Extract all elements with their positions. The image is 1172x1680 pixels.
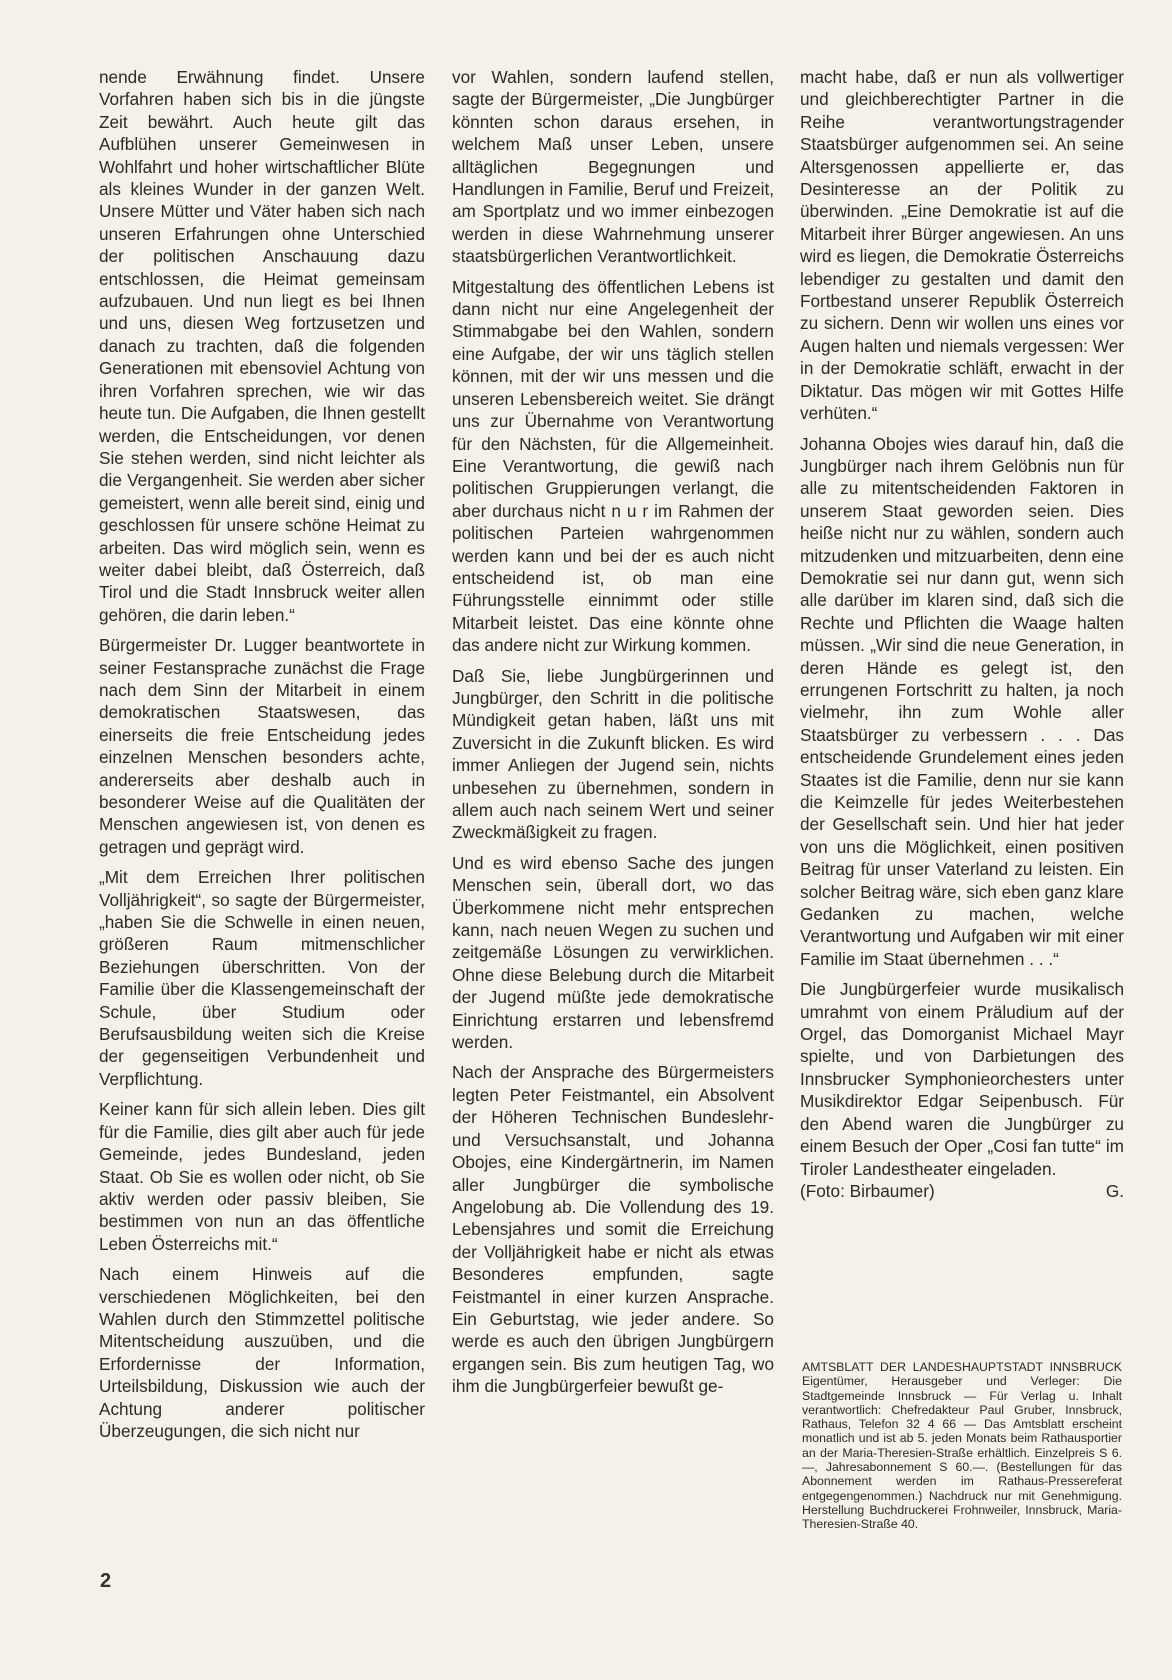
paragraph: Daß Sie, liebe Jungbürgerinnen und Jungbürger, den Schritt in die politische Mündigkeit getan haben, läßt uns mit Zuversicht in die Zukunft blicken. Es wird immer Anliegen der Jugend sein, nichts unbesehen zu übernehmen, sondern in allem auch nach seinem Wert und seiner Zweckmäßigkeit zu fragen. xyxy=(452,665,774,843)
paragraph: vor Wahlen, sondern laufend stellen, sagte der Bürgermeister, „Die Jungbürger könnten schon daraus ersehen, in welchem Maß unser Leben, unsere alltäglichen Begegnungen und Handlungen in Familie, Beruf und Freizeit, am Sportplatz und wo immer einbezogen werden in diese Wahrnehmung unserer staatsbürgerlichen Verantwortlichkeit. xyxy=(452,67,774,267)
imprint-box xyxy=(802,1360,1122,1532)
page-number: 2 xyxy=(100,1570,112,1592)
paragraph: Mitgestaltung des öffentlichen Lebens ist dann nicht nur eine Angelegenheit der Stimmabgabe bei den Wahlen, sondern eine Aufgabe, der wir uns täglich stellen können, mit der wir uns messen und die unseren Lebensbereich weitet. Sie drängt uns zur Übernahme von Verantwortung für den Nächsten, für die Allgemeinheit. Eine Verantwortung, die gewiß nach politischen Gruppierungen verlangt, die aber durchaus nicht n u r im Rahmen der politischen Parteien wahrgenommen werden kann und bei der es auch nicht entscheidend ist, ob man eine Führungsstelle einnimmt oder stille Mitarbeit leistet. Das eine könnte ohne das andere nicht zur Wirkung kommen. xyxy=(452,276,774,656)
paragraph: Nach der Ansprache des Bürgermeisters legten Peter Feistmantel, ein Absolvent der Höheren Technischen Bundeslehr- und Versuchsanstalt, und Johanna Obojes, eine Kindergärtnerin, im Namen aller Jungbürger die symbolische Angelobung ab. Die Vollendung des 19. Lebensjahres und somit die Erreichung der Volljährigkeit habe er nicht als etwas Besonderes empfunden, sagte Feistmantel in einer kurzen Ansprache. Ein Geburtstag, wie jeder andere. So werde es auch den übrigen Jungbürgern ergangen sein. Bis zum heutigen Tag, wo ihm die Jungbürgerfeier bewußt ge- xyxy=(452,1062,774,1397)
text-column-3 xyxy=(800,66,1124,1202)
author-initial: G. xyxy=(1105,1180,1124,1201)
article-signoff xyxy=(800,1180,1124,1202)
paragraph: macht habe, daß er nun als vollwertiger und gleichberechtigter Partner in die Reihe verantwortungstragender Staatsbürger aufgenommen sei. An seine Altersgenossen appellierte er, das Desinteresse an der Politik zu überwinden. „Eine Demokratie ist auf die Mitarbeit ihrer Bürger angewiesen. An uns wird es liegen, die Demokratie Österreichs lebendiger zu gestalten und damit den Fortbestand unserer Republik Österreich zu sichern. Denn wir wollen uns eines vor Augen halten und niemals vergessen: Wer in der Demokratie schläft, erwacht in der Diktatur. Das mögen wir mit Gottes Hilfe verhüten.“ xyxy=(800,67,1124,424)
imprint: AMTSBLATT DER LANDESHAUPTSTADT INNSBRUCK Eigentümer, Herausgeber und Verleger: Die Stadtgemeinde Innsbruck — Für Verlag u. Inhalt verantwortlich: Chefredakteur Paul Gruber, Innsbruck, Rathaus, Telefon 32 4 66 — Das Amtsblatt erscheint monatlich und ist ab 5. jeden Monats beim Rathausportier an der Maria-Theresien-Straße erhältlich. Einzelpreis S 6.—, Jahresabonnement S 60.—. (Bestellungen für das Abonnement werden im Rathaus-Pressereferat entgegengenommen.) Nachdruck nur mit Genehmigung. Herstellung Buchdruckerei Frohnweiler, Innsbruck, Maria-Theresien-Straße 40. xyxy=(802,1360,1122,1532)
paragraph: nende Erwähnung findet. Unsere Vorfahren haben sich bis in die jüngste Zeit bewährt. Auch heute gilt das Aufblühen unserer Gemeinwesen in Wohlfahrt und hoher wirtschaftlicher Blüte als kleines Wunder in der ganzen Welt. Unsere Mütter und Väter haben sich nach unseren Erfahrungen ohne Unterschied der politischen Anschauung dazu entschlossen, die Heimat gemeinsam aufzubauen. Und nun liegt es bei Ihnen und uns, diesen Weg fortzusetzen und danach zu trachten, daß die folgenden Generationen mit ebensoviel Achtung von ihren Vorfahren sprechen, wie wir das heute tun. Die Aufgaben, die Ihnen gestellt werden, die Entscheidungen, vor denen Sie stehen werden, sind nicht leichter als die Vergangenheit. Sie werden aber sicher gemeistert, wenn alle bereit sind, einig und geschlossen für unsere schöne Heimat zu arbeiten. Das wird möglich sein, wenn es weiter dabei bleibt, daß Österreich, daß Tirol und die Stadt Innsbruck weiter allen gehören, die darin leben.“ xyxy=(99,67,425,625)
paragraph: Nach einem Hinweis auf die verschiedenen Möglichkeiten, bei den Wahlen durch den Stimmzettel politische Mitentscheidung auszuüben, und die Erfordernisse der Information, Urteilsbildung, Diskussion wie auch der Achtung anderer politischer Überzeugungen, die sich nicht nur xyxy=(99,1264,425,1441)
paragraph: „Mit dem Erreichen Ihrer politischen Volljährigkeit“, so sagte der Bürgermeister, „haben Sie die Schwelle in einen neuen, größeren Raum mitmenschlicher Beziehungen überschritten. Von der Familie über die Klassengemeinschaft der Schule, über Studium oder Berufsausbildung weiten sich die Kreise der gegenseitigen Verbundenheit und Verpflichtung. xyxy=(99,867,425,1089)
paragraph: Johanna Obojes wies darauf hin, daß die Jungbürger nach ihrem Gelöbnis nun für alle zu mitentscheidenden Faktoren in unserem Staat geworden seien. Dies heiße nicht nur zu wählen, sondern auch mitzudenken und mitzuarbeiten, denn eine Demokratie sei nur dann gut, wenn sich alle darüber im klaren sind, daß sich die Rechte und Pflichten die Waage halten müssen. „Wir sind die neue Generation, in deren Hände es gelegt ist, den errungenen Fortschritt zu halten, ja noch vielmehr, ihn zum Wohle aller Staatsbürger zu verbessern . . . Das entscheidende Grundelement eines jeden Staates ist die Familie, denn nur sie kann die Keimzelle für jedes Weiterbestehen der Gesellschaft sein. Und hier hat jeder von uns die Möglichkeit, einen positiven Beitrag für unser Vaterland zu leisten. Ein solcher Beitrag wäre, sich eben ganz klare Gedanken zu machen, welche Verantwortung und Aufgaben wir mit einer Familie im Staat übernehmen . . .“ xyxy=(800,433,1124,969)
text-column-2 xyxy=(452,66,774,1406)
paragraph: Keiner kann für sich allein leben. Dies gilt für die Familie, dies gilt aber auch für jede Gemeinde, jedes Bundesland, jeden Staat. Ob Sie es wollen oder nicht, ob Sie aktiv werden oder passiv bleiben, Sie bestimmen von nun an das öffentliche Leben Österreichs mit.“ xyxy=(99,1099,425,1254)
text-column-1 xyxy=(99,66,425,1450)
paragraph: Und es wird ebenso Sache des jungen Menschen sein, überall dort, wo das Überkommene nicht mehr entsprechen kann, nach neuen Wegen zu suchen und zeitgemäße Lösungen zu verwirklichen. Ohne diese Belebung durch die Mitarbeit der Jugend müßte jede demokratische Einrichtung erstarren und lebensfremd werden. xyxy=(452,852,774,1053)
paragraph: Die Jungbürgerfeier wurde musikalisch umrahmt von einem Präludium auf der Orgel, das Domorganist Michael Mayr spielte, und von Darbietungen des Innsbrucker Symphonieorchesters unter Musikdirektor Edgar Seipenbusch. Für den Abend waren die Jungbürger zu einem Besuch der Oper „Cosi fan tutte“ im Tiroler Landestheater eingeladen. xyxy=(800,979,1124,1179)
photo-credit: (Foto: Birbaumer) xyxy=(800,1180,935,1201)
paragraph: Bürgermeister Dr. Lugger beantwortete in seiner Festansprache zunächst die Frage nach dem Sinn der Mitarbeit in einem demokratischen Staatswesen, das einerseits die freie Entscheidung jedes einzelnen Menschen besonders achte, andererseits aber deshalb auch in besonderer Weise auf die Qualitäten der Menschen angewiesen ist, von denen es getragen und geprägt wird. xyxy=(99,635,425,857)
